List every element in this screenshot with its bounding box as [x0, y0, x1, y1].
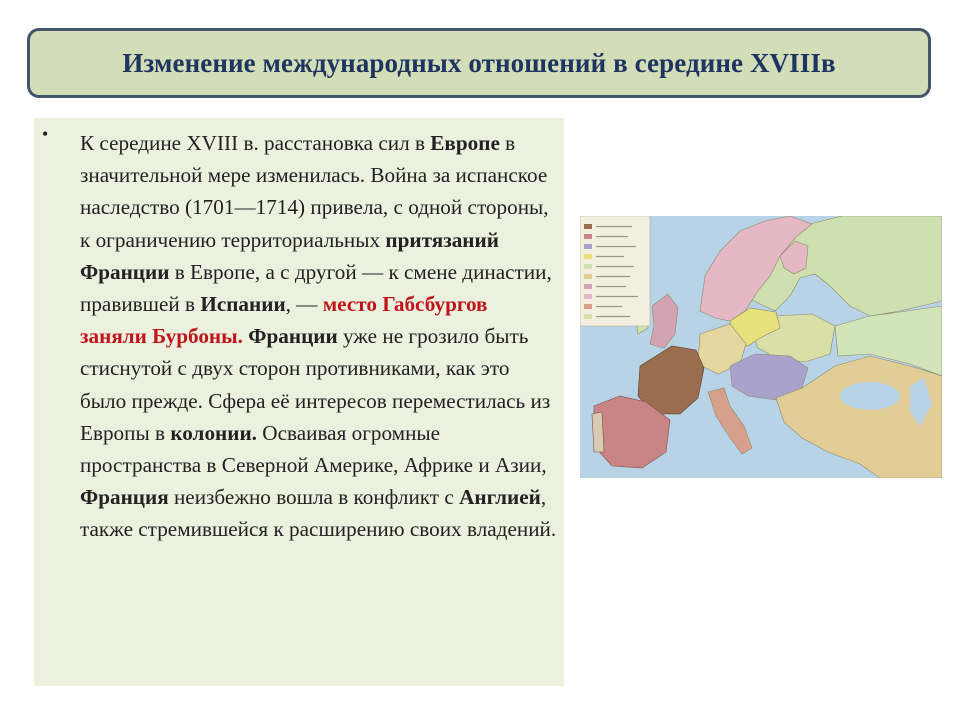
- emphasis-europe: Европе: [430, 131, 500, 155]
- text-segment: неизбежно вошла в конфликт с: [168, 485, 460, 510]
- europe-map-image: [580, 216, 942, 478]
- legend-swatch: [584, 264, 592, 269]
- europe-map-drawing: [580, 216, 942, 478]
- text-segment: уже не грозило быть стиснутой с двух сторон противниками, как это было прежде. Сфера её интересов переместилась из Европы в: [80, 324, 551, 445]
- legend-swatch: [584, 244, 592, 249]
- emphasis-france-claims: притязаний Франции: [80, 227, 499, 284]
- emphasis-england: Англией: [459, 485, 541, 510]
- legend-swatch: [584, 294, 592, 299]
- map-portugal: [592, 412, 604, 452]
- slide-title: Изменение международных отношений в середине XVIIIв: [122, 47, 836, 78]
- legend-swatch: [584, 254, 592, 259]
- text-segment: К середине XVIII в. расстановка сил в: [80, 131, 431, 155]
- body-paragraph: [80, 127, 558, 546]
- text-segment: в значительной мере изменилась. Война за испанское наследство (1701—1714) привела, с одной стороны, к ограничению территориальных: [80, 131, 549, 252]
- emphasis-colonies: колонии.: [170, 420, 257, 445]
- emphasis-spain: Испании: [200, 292, 286, 317]
- legend-swatch: [584, 224, 592, 229]
- emphasis-france-2: Франция: [80, 485, 169, 510]
- text-segment: в Европе, а с другой — к смене династии, правившей в: [80, 259, 552, 317]
- legend-swatch: [584, 234, 592, 239]
- legend-swatch: [584, 304, 592, 309]
- emphasis-france: Франции: [248, 324, 338, 349]
- text-segment: , также стремившейся к расширению своих владений.: [80, 485, 557, 542]
- text-segment: , —: [285, 292, 323, 317]
- title-banner: [27, 28, 931, 98]
- legend-swatch: [584, 274, 592, 279]
- text-segment: Осваивая огромные пространства в Северной Америке, Африке и Азии,: [80, 420, 547, 478]
- highlight-bourbons: место Габсбургов заняли Бурбоны.: [80, 292, 488, 349]
- bullet-icon: •: [42, 124, 49, 144]
- map-black-sea: [840, 382, 900, 410]
- map-legend: [580, 216, 650, 326]
- legend-swatch: [584, 314, 592, 319]
- legend-swatch: [584, 284, 592, 289]
